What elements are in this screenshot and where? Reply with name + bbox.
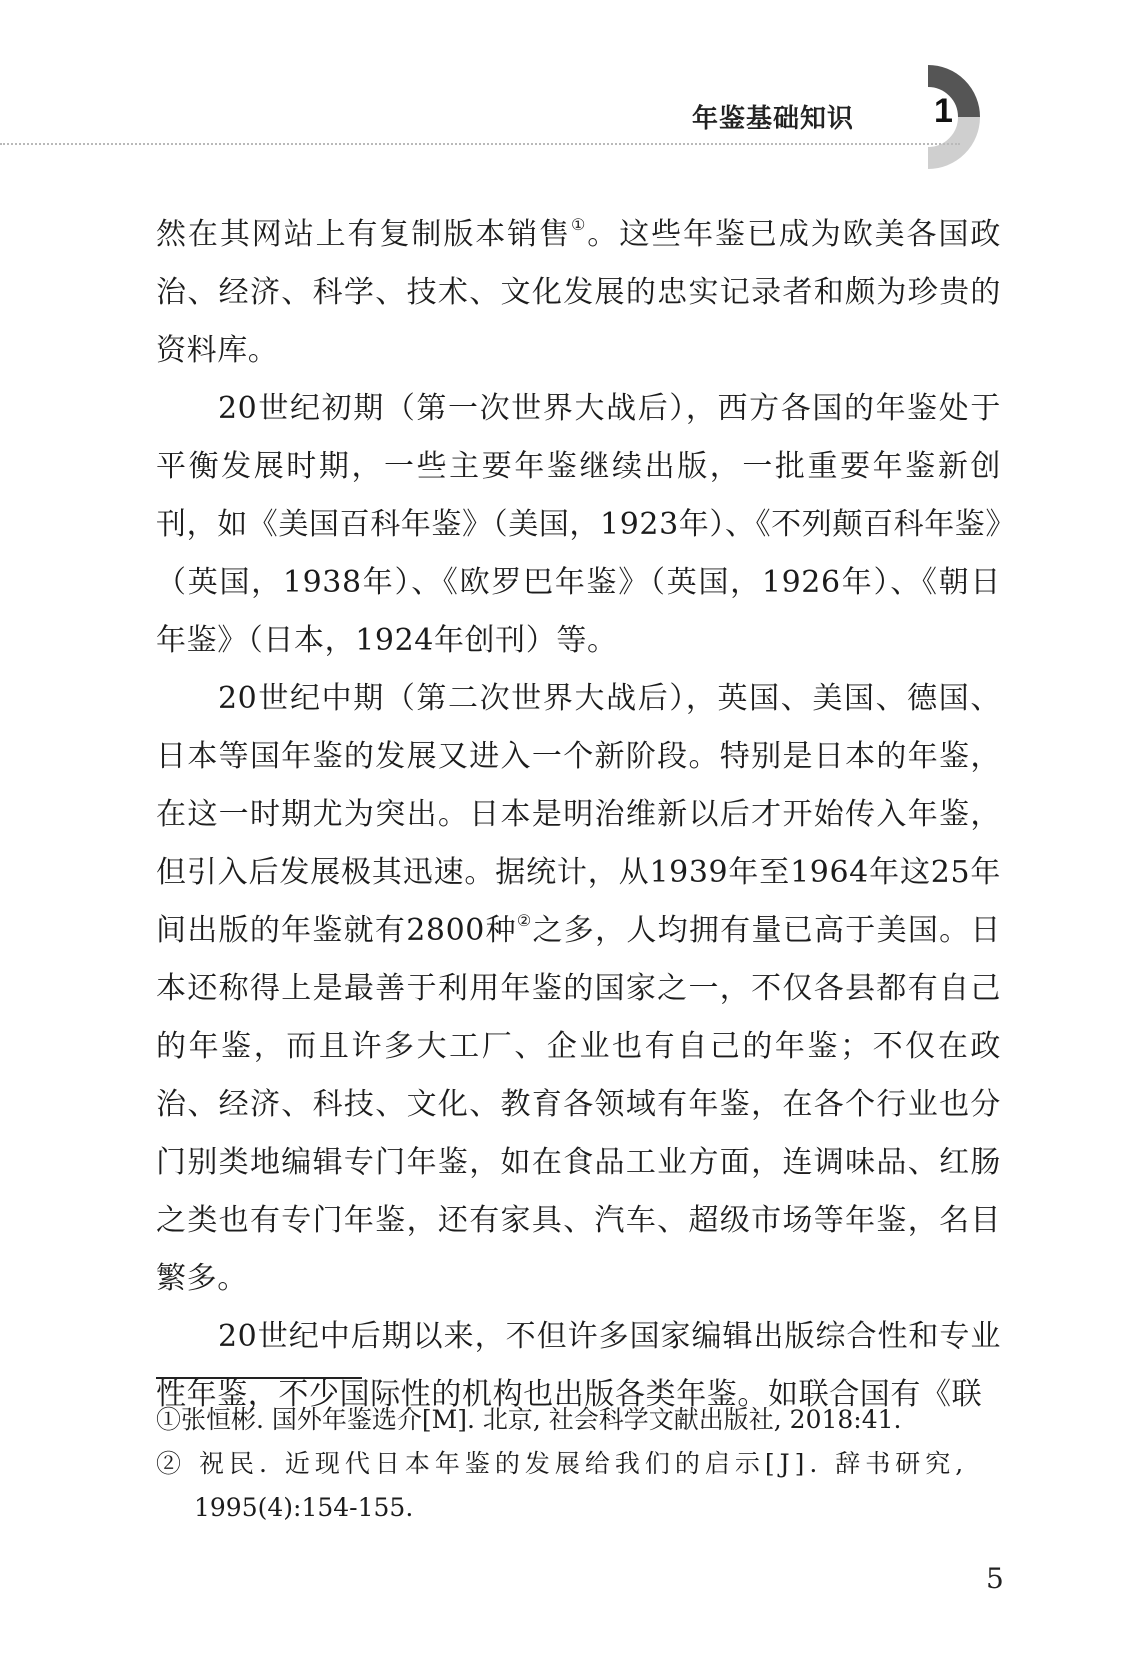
footnote-2-line-2: 1995(4):154-155. (194, 1493, 414, 1522)
paragraph-1-text-a: 然在其网站上有复制版本销售 (156, 217, 572, 252)
footnote-rule (156, 1377, 362, 1379)
paragraph-1 (156, 206, 1001, 380)
footnote-ref-1: ① (571, 215, 588, 234)
chapter-tab-arc (928, 62, 1038, 172)
footnote-2 (156, 1442, 1001, 1530)
paragraph-4: 20世纪中后期以来，不但许多国家编辑出版综合性和专业性年鉴，不少国际性的机构也出版各类年鉴。如联合国有《联 (156, 1319, 1001, 1412)
paragraph-3-text-a: 20世纪中期（第二次世界大战后），英国、美国、德国、日本等国年鉴的发展又进入一个新阶段。特别是日本的年鉴，在这一时期尤为突出。日本是明治维新以后才开始传入年鉴，但引入后发展极其迅速。据统计，从1939年至1964年这25年间出版的年鉴就有2800种 (156, 681, 1001, 948)
paragraph-3-text-b: 之多，人均拥有量已高于美国。日本还称得上是最善于利用年鉴的国家之一，不仅各县都有自己的年鉴，而且许多大工厂、企业也有自己的年鉴；不仅在政治、经济、科技、文化、教育各领域有年鉴，在各个行业也分门别类地编辑专门年鉴，如在食品工业方面，连调味品、红肠之类也有专门年鉴，还有家具、汽车、超级市场等年鉴，名目繁多。 (156, 913, 1001, 1296)
running-header-title: 年鉴基础知识 (691, 104, 854, 134)
footnote-1: ①张恒彬. 国外年鉴选介[M]. 北京, 社会科学文献出版社, 2018:41. (156, 1405, 902, 1434)
paragraph-1-text-b: 。这些年鉴已成为欧美各国政治、经济、科学、技术、文化发展的忠实记录者和颇为珍贵的资料库。 (156, 217, 1001, 368)
header-dotted-rule (0, 143, 960, 145)
footnotes (156, 1398, 1001, 1530)
paragraph-3 (156, 670, 1001, 1308)
chapter-tab-arc-dark (928, 76, 969, 117)
page-number: 5 (986, 1562, 1004, 1595)
footnote-ref-2: ② (516, 911, 533, 930)
footnote-2-line-1: ② 祝民. 近现代日本年鉴的发展给我们的启示[J]. 辞书研究, (156, 1449, 969, 1478)
paragraph-2: 20世纪初期（第一次世界大战后），西方各国的年鉴处于平衡发展时期，一些主要年鉴继续出版，一批重要年鉴新创刊，如《美国百科年鉴》（美国，1923年）、《不列颠百科年鉴》（英国，1938年）、《欧罗巴年鉴》（英国，1926年）、《朝日年鉴》（日本，1924年创刊）等。 (156, 391, 1001, 658)
body-text (156, 206, 1001, 1424)
chapter-number: 1 (934, 92, 953, 130)
chapter-tab-arc-light (928, 117, 969, 158)
